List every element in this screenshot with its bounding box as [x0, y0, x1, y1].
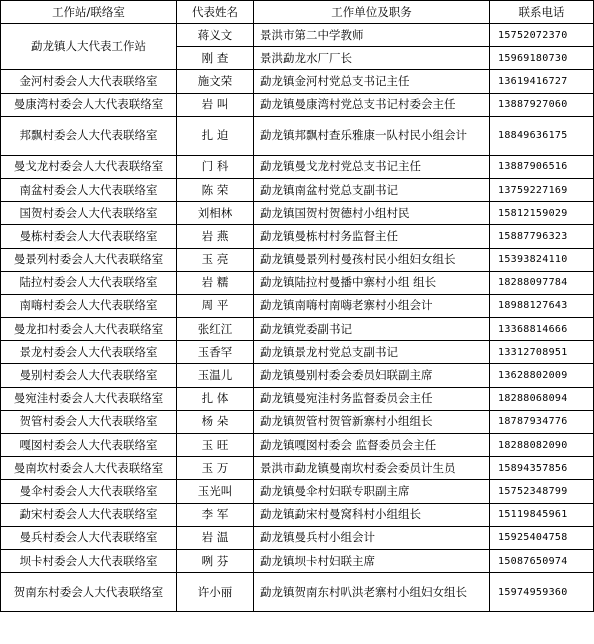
phone-cell: 13887906516 — [490, 155, 594, 178]
phone-cell: 15752072370 — [490, 24, 594, 47]
station-cell: 南嗨村委会人大代表联络室 — [1, 294, 177, 317]
name-cell: 蒋义文 — [177, 24, 254, 47]
station-cell: 曼伞村委会人大代表联络室 — [1, 480, 177, 503]
unit-cell: 勐龙镇曼宛洼村务监督委员会主任 — [254, 387, 490, 410]
phone-cell: 18849636175 — [490, 116, 594, 155]
unit-cell: 勐龙镇景龙村党总支副书记 — [254, 341, 490, 364]
header-unit: 工作单位及职务 — [254, 1, 490, 24]
unit-cell: 勐龙镇党委副书记 — [254, 318, 490, 341]
name-cell: 扎 体 — [177, 387, 254, 410]
station-cell: 曼戈龙村委会人大代表联络室 — [1, 155, 177, 178]
name-cell: 张红江 — [177, 318, 254, 341]
phone-cell: 15087650974 — [490, 549, 594, 572]
phone-cell: 13368814666 — [490, 318, 594, 341]
station-cell: 南盆村委会人大代表联络室 — [1, 178, 177, 201]
station-cell: 曼南坎村委会人大代表联络室 — [1, 457, 177, 480]
unit-cell: 勐龙镇贺南东村叭洪老寨村小组妇女组长 — [254, 573, 490, 612]
table-row — [1, 364, 594, 387]
station-cell: 曼康湾村委会人大代表联络室 — [1, 93, 177, 116]
unit-cell: 勐龙镇曼戈龙村党总支书记主任 — [254, 155, 490, 178]
unit-cell: 景洪市勐龙镇曼南坎村委会委员计生员 — [254, 457, 490, 480]
phone-cell: 13312708951 — [490, 341, 594, 364]
phone-cell: 18787934776 — [490, 410, 594, 433]
station-cell: 邦飘村委会人大代表联络室 — [1, 116, 177, 155]
unit-cell: 勐龙镇南嗨村南嗨老寨村小组会计 — [254, 294, 490, 317]
table-row — [1, 24, 594, 47]
station-cell: 曼别村委会人大代表联络室 — [1, 364, 177, 387]
table-row — [1, 526, 594, 549]
name-cell: 刘相林 — [177, 202, 254, 225]
name-cell: 周 平 — [177, 294, 254, 317]
station-cell: 曼宛洼村委会人大代表联络室 — [1, 387, 177, 410]
table-row — [1, 202, 594, 225]
name-cell: 杨 朵 — [177, 410, 254, 433]
name-cell: 咧 芬 — [177, 549, 254, 572]
name-cell: 刚 查 — [177, 47, 254, 70]
table-row — [1, 573, 594, 612]
unit-cell: 勐龙镇勐宋村曼窝科村小组组长 — [254, 503, 490, 526]
unit-cell: 勐龙镇陆拉村曼播中寨村小组 组长 — [254, 271, 490, 294]
table-row — [1, 503, 594, 526]
name-cell: 玉光叫 — [177, 480, 254, 503]
unit-cell: 勐龙镇坝卡村妇联主席 — [254, 549, 490, 572]
unit-cell: 勐龙镇曼伞村妇联专职副主席 — [254, 480, 490, 503]
station-cell: 金河村委会人大代表联络室 — [1, 70, 177, 93]
unit-cell: 勐龙镇南盆村党总支副书记 — [254, 178, 490, 201]
station-cell: 坝卡村委会人大代表联络室 — [1, 549, 177, 572]
phone-cell: 13628802009 — [490, 364, 594, 387]
station-cell: 国贺村委会人大代表联络室 — [1, 202, 177, 225]
unit-cell: 勐龙镇曼景列村曼孩村民小组妇女组长 — [254, 248, 490, 271]
table-row — [1, 155, 594, 178]
phone-cell: 13619416727 — [490, 70, 594, 93]
phone-cell: 15119845961 — [490, 503, 594, 526]
station-cell: 景龙村委会人大代表联络室 — [1, 341, 177, 364]
header-station: 工作站/联络室 — [1, 1, 177, 24]
station-cell: 贺管村委会人大代表联络室 — [1, 410, 177, 433]
unit-cell: 景洪勐龙水厂厂长 — [254, 47, 490, 70]
station-cell: 嘎囡村委会人大代表联络室 — [1, 434, 177, 457]
phone-cell: 15894357856 — [490, 457, 594, 480]
name-cell: 李 军 — [177, 503, 254, 526]
name-cell: 陈 荣 — [177, 178, 254, 201]
phone-cell: 15974959360 — [490, 573, 594, 612]
phone-cell: 18288082090 — [490, 434, 594, 457]
table-row — [1, 93, 594, 116]
phone-cell: 15969180730 — [490, 47, 594, 70]
station-cell: 勐龙镇人大代表工作站 — [1, 24, 177, 70]
table-row — [1, 248, 594, 271]
header-name: 代表姓名 — [177, 1, 254, 24]
name-cell: 施文荣 — [177, 70, 254, 93]
station-cell: 曼景列村委会人大代表联络室 — [1, 248, 177, 271]
unit-cell: 勐龙镇邦飘村查乐雅康一队村民小组会计 — [254, 116, 490, 155]
phone-cell: 13887927060 — [490, 93, 594, 116]
unit-cell: 景洪市第二中学教师 — [254, 24, 490, 47]
table-row — [1, 341, 594, 364]
station-cell: 陆拉村委会人大代表联络室 — [1, 271, 177, 294]
table-row — [1, 457, 594, 480]
station-cell: 勐宋村委会人大代表联络室 — [1, 503, 177, 526]
table-row — [1, 318, 594, 341]
table-row — [1, 294, 594, 317]
table-row — [1, 271, 594, 294]
name-cell: 岩 燕 — [177, 225, 254, 248]
unit-cell: 勐龙镇嘎囡村委会 监督委员会主任 — [254, 434, 490, 457]
station-cell: 曼龙扣村委会人大代表联络室 — [1, 318, 177, 341]
name-cell: 岩 温 — [177, 526, 254, 549]
name-cell: 玉 亮 — [177, 248, 254, 271]
name-cell: 岩 叫 — [177, 93, 254, 116]
name-cell: 许小丽 — [177, 573, 254, 612]
name-cell: 门 科 — [177, 155, 254, 178]
table-row — [1, 410, 594, 433]
table-row — [1, 549, 594, 572]
unit-cell: 勐龙镇曼别村委会委员妇联副主席 — [254, 364, 490, 387]
header-row — [1, 1, 594, 24]
unit-cell: 勐龙镇曼康湾村党总支书记村委会主任 — [254, 93, 490, 116]
phone-cell: 15925404758 — [490, 526, 594, 549]
station-cell: 曼兵村委会人大代表联络室 — [1, 526, 177, 549]
phone-cell: 18288068094 — [490, 387, 594, 410]
station-cell: 贺南东村委会人大代表联络室 — [1, 573, 177, 612]
table-row — [1, 70, 594, 93]
table-row — [1, 434, 594, 457]
phone-cell: 15887796323 — [490, 225, 594, 248]
name-cell: 扎 迫 — [177, 116, 254, 155]
station-cell: 曼栋村委会人大代表联络室 — [1, 225, 177, 248]
phone-cell: 18288097784 — [490, 271, 594, 294]
table-row — [1, 225, 594, 248]
table-row — [1, 387, 594, 410]
phone-cell: 15812159029 — [490, 202, 594, 225]
unit-cell: 勐龙镇曼兵村小组会计 — [254, 526, 490, 549]
header-phone: 联系电话 — [490, 1, 594, 24]
phone-cell: 18988127643 — [490, 294, 594, 317]
name-cell: 玉 万 — [177, 457, 254, 480]
table-row — [1, 480, 594, 503]
unit-cell: 勐龙镇贺管村贺管新寨村小组组长 — [254, 410, 490, 433]
table-body — [1, 24, 594, 612]
table-row — [1, 116, 594, 155]
name-cell: 玉 旺 — [177, 434, 254, 457]
phone-cell: 15752348799 — [490, 480, 594, 503]
unit-cell: 勐龙镇金河村党总支书记主任 — [254, 70, 490, 93]
name-cell: 玉香罕 — [177, 341, 254, 364]
table-row — [1, 178, 594, 201]
phone-cell: 13759227169 — [490, 178, 594, 201]
phone-cell: 15393824110 — [490, 248, 594, 271]
name-cell: 岩 糯 — [177, 271, 254, 294]
unit-cell: 勐龙镇国贺村贺德村小组村民 — [254, 202, 490, 225]
unit-cell: 勐龙镇曼栋村村务监督主任 — [254, 225, 490, 248]
name-cell: 玉温儿 — [177, 364, 254, 387]
